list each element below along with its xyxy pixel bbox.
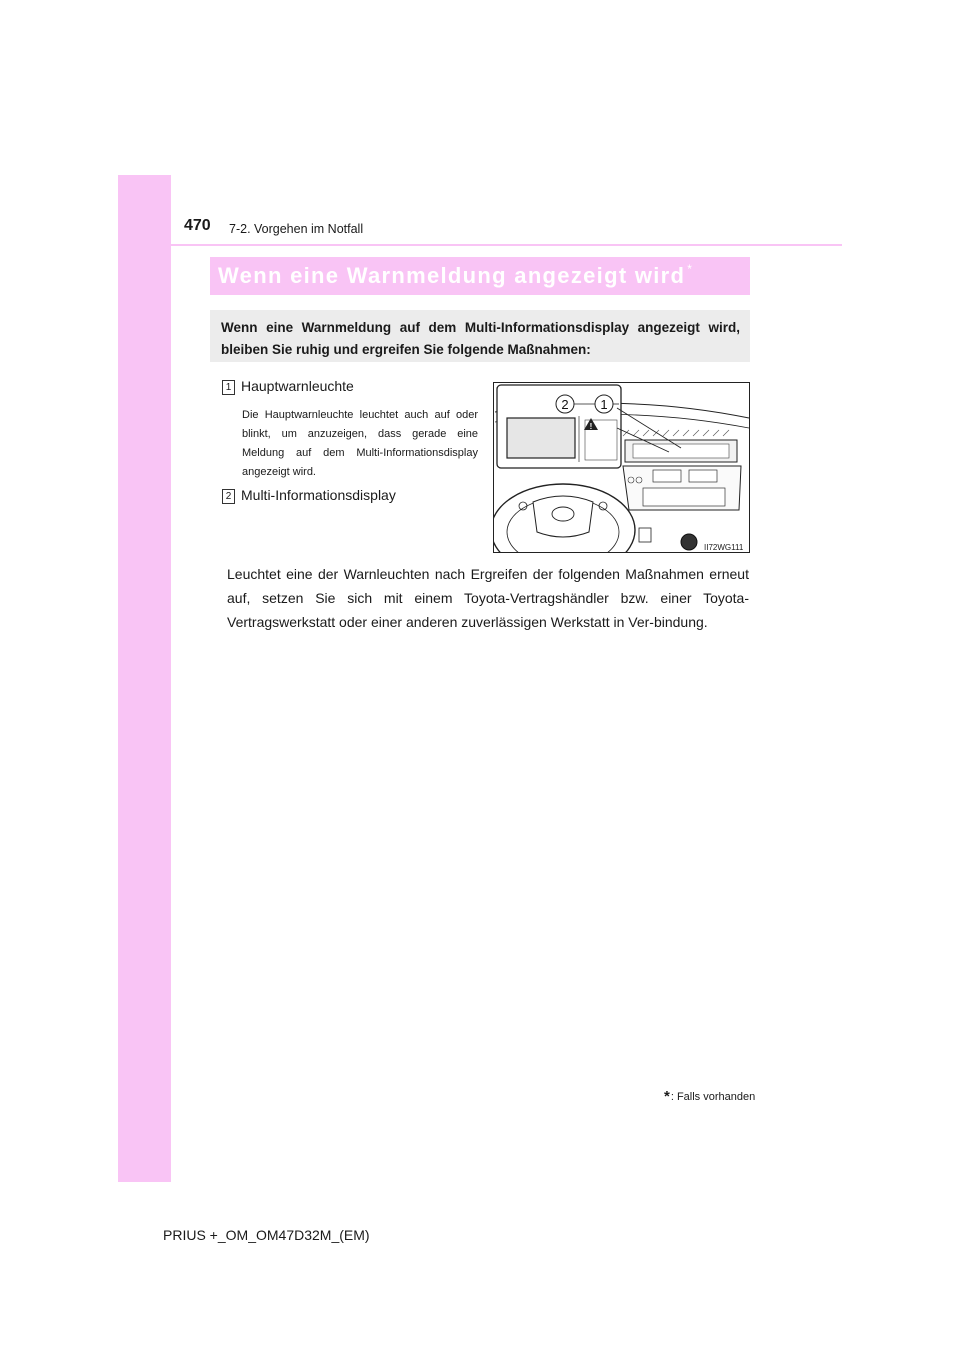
header-rule [118,244,842,246]
item-description: Die Hauptwarnleuchte leuchtet auch auf oder blinkt, um anzuzeigen, dass gerade eine Meldung auf dem Multi-Informationsdisplay angezeigt wird. [242,409,478,478]
item-title-multi-display: Multi-Informationsdisplay [241,487,396,503]
body-paragraph: Leuchtet eine der Warnleuchten nach Ergreifen der folgenden Maßnahmen erneut auf, setzen Sie sich mit einem Toyota-Vertragshändler bzw. einer Toyota-Vertragswerkstatt oder einer anderen zuverlässigen Werkstatt in Ver-bindung. [227,566,749,630]
section-title-bar [210,257,750,295]
item-number-badge: 1 [222,380,235,395]
master-warning-icon: ! [589,422,593,431]
footnote-text: : Falls vorhanden [670,1090,756,1103]
footnote-marker: * [664,1088,670,1105]
section-label: 7-2. Vorgehen im Notfall [229,222,364,236]
intro-box: Wenn eine Warnmeldung auf dem Multi-Informationsdisplay angezeigt wird, bleiben Sie ruhig und ergreifen Sie folgende Maßnahmen: [210,310,750,362]
callout-number-2: 2 [561,397,569,412]
dashboard-illustration [493,382,750,553]
footnote [664,1088,755,1105]
figure-code: II72WG111 [704,543,744,552]
footer-model-code: PRIUS +_OM_OM47D32M_(EM) [163,1227,370,1243]
side-band [118,175,171,1182]
item-title-master-warning: Hauptwarnleuchte [241,378,354,394]
item-number-badge: 2 [222,489,235,504]
page-number: 470 [184,217,211,234]
page-title: Wenn eine Warnmeldung angezeigt wird [218,263,686,288]
callout-number-1: 1 [600,397,608,412]
title-footnote-marker: * [687,262,692,276]
